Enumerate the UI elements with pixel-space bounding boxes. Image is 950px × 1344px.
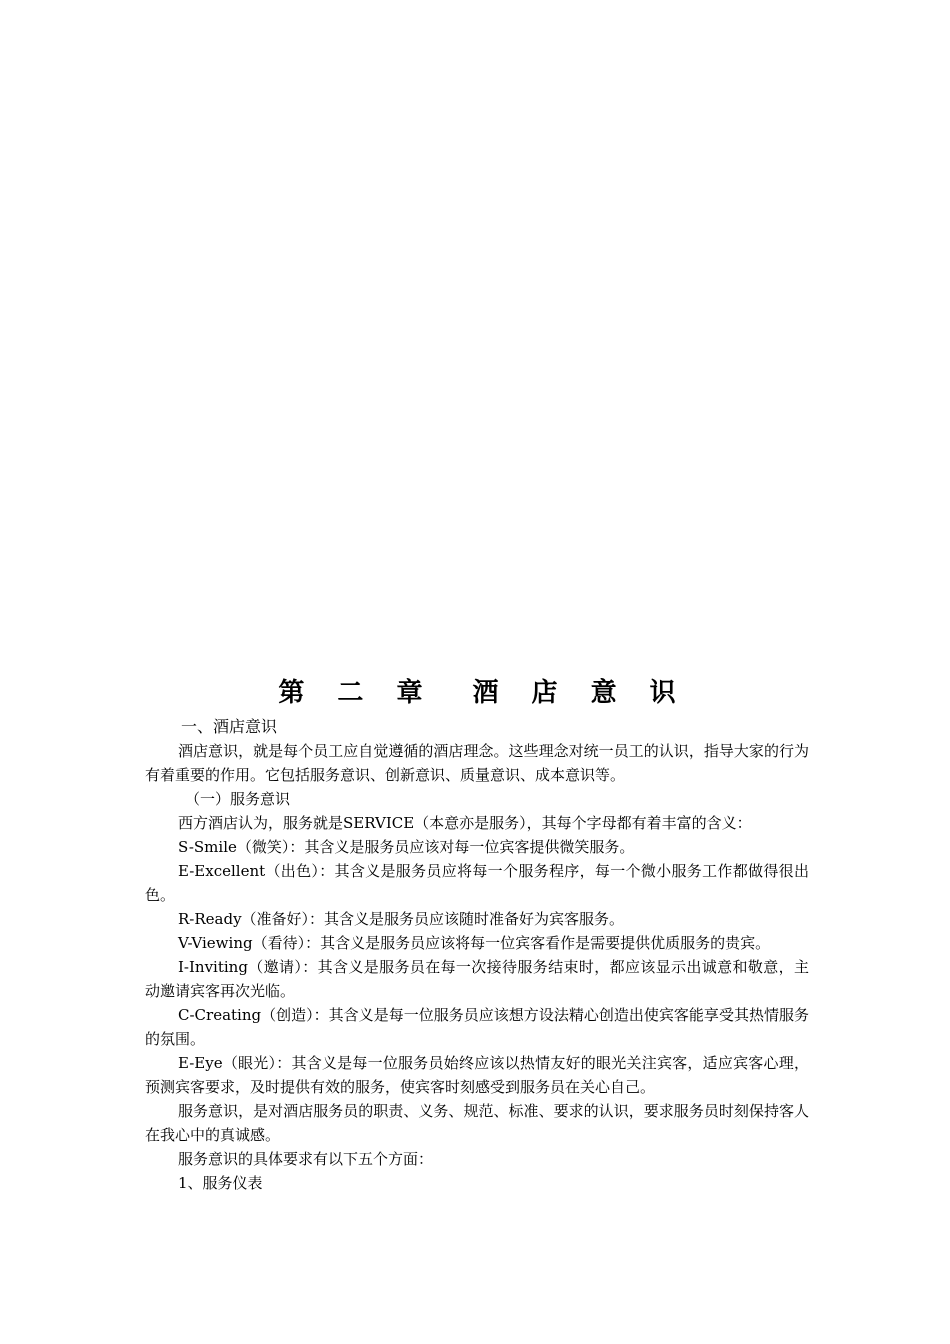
- section-heading-hotel-awareness: 一、酒店意识: [181, 717, 278, 736]
- chapter-title: 第 二 章 酒 店 意 识: [278, 678, 688, 708]
- paragraph-s-smile: S-Smile（微笑）：其含义是服务员应该对每一位宾客提供微笑服务。: [178, 838, 635, 856]
- paragraph-v-viewing: V-Viewing（看待）：其含义是服务员应该将每一位宾客看作是需要提供优质服务的贵宾。: [178, 934, 771, 952]
- list-item-service-appearance: 1、服务仪表: [178, 1174, 263, 1192]
- paragraph-c-creating: C-Creating（创造）：其含义是每一位服务员应该想方设法精心创造出使宾客能享受其热情服务的氛围。: [145, 1006, 809, 1048]
- paragraph-intro: 酒店意识，就是每个员工应自觉遵循的酒店理念。这些理念对统一员工的认识，指导大家的行为有着重要的作用。它包括服务意识、创新意识、质量意识、成本意识等。: [145, 742, 809, 784]
- paragraph-r-ready: R-Ready（准备好）：其含义是服务员应该随时准备好为宾客服务。: [178, 910, 625, 928]
- subsection-heading-service-awareness: （一）服务意识: [185, 790, 291, 808]
- paragraph-five-requirements: 服务意识的具体要求有以下五个方面：: [178, 1150, 434, 1168]
- paragraph-i-inviting: I-Inviting（邀请）：其含义是服务员在每一次接待服务结束时，都应该显示出诚意和敬意，主动邀请宾客再次光临。: [145, 958, 809, 1000]
- paragraph-service-awareness: 服务意识，是对酒店服务员的职责、义务、规范、标准、要求的认识，要求服务员时刻保持客人在我心中的真诚感。: [145, 1102, 809, 1144]
- document-body: [145, 673, 809, 1195]
- paragraph-e-eye: E-Eye（眼光）：其含义是每一位服务员始终应该以热情友好的眼光关注宾客，适应宾客心理，预测宾客要求，及时提供有效的服务，使宾客时刻感受到服务员在关心自己。: [145, 1054, 809, 1096]
- paragraph-e-excellent: E-Excellent（出色）：其含义是服务员应将每一个服务程序，每一个微小服务工作都做得很出色。: [145, 862, 809, 904]
- paragraph-service-definition: 西方酒店认为，服务就是SERVICE（本意亦是服务），其每个字母都有着丰富的含义：: [178, 814, 752, 832]
